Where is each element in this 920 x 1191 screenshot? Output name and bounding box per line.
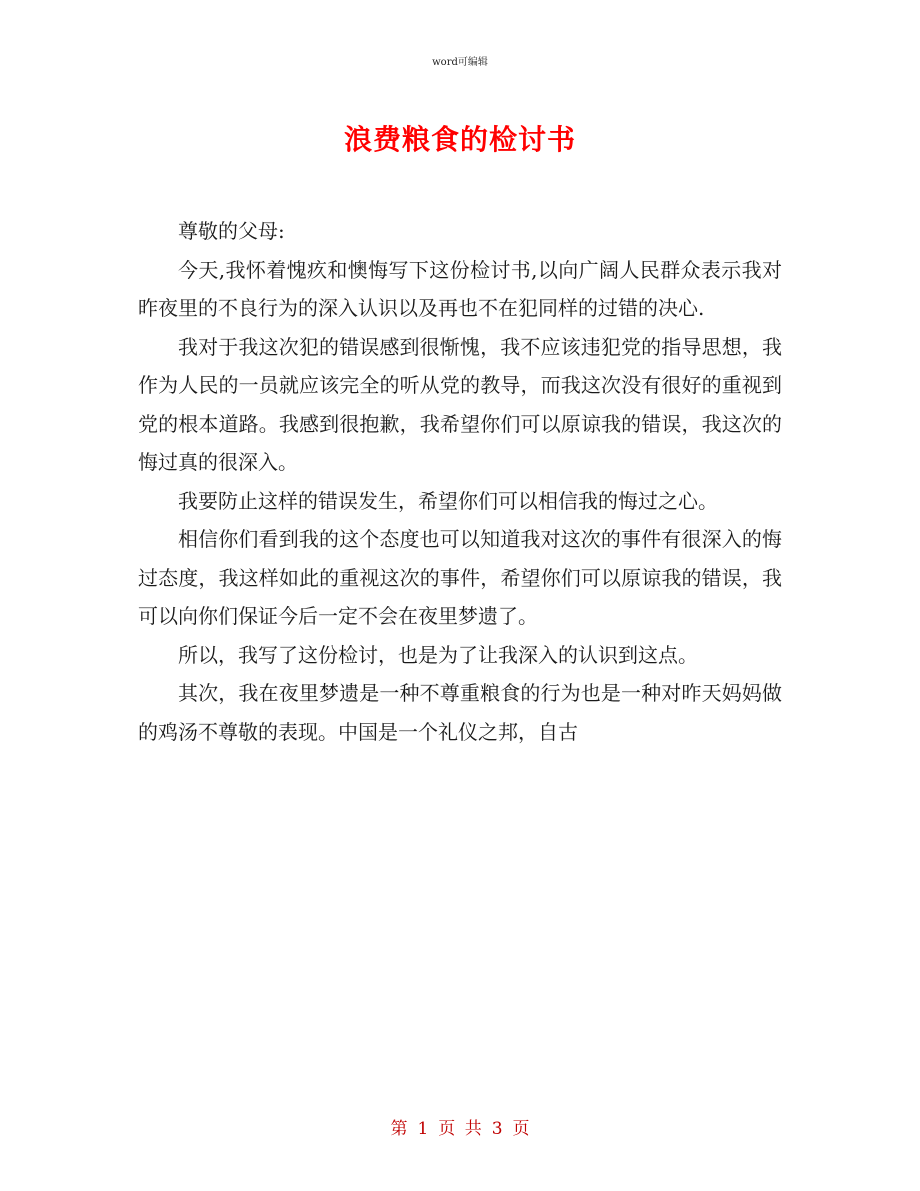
paragraph: 其次，我在夜里梦遗是一种不尊重粮食的行为也是一种对昨天妈妈做的鸡汤不尊敬的表现。中国是一个礼仪之邦，自古 xyxy=(138,681,782,744)
document-title: 浪费粮食的检讨书 xyxy=(343,123,576,156)
salutation: 尊敬的父母: xyxy=(178,219,285,243)
page-mid: 页 共 xyxy=(438,1119,482,1139)
page-total: 3 xyxy=(491,1119,503,1139)
paragraph: 我要防止这样的错误发生，希望你们可以相信我的悔过之心。 xyxy=(178,488,718,513)
paragraph: 我对于我这次犯的错误感到很惭愧，我不应该违犯党的指导思想，我作为人民的一员就应该完全的听从党的教导，而我这次没有很好的重视到党的根本道路。我感到很抱歉，我希望你们可以原谅我的错误，我这次的悔过真的很深入。 xyxy=(138,334,782,474)
page-prefix: 第 xyxy=(390,1119,408,1139)
page-number-footer xyxy=(0,1114,920,1139)
document-body xyxy=(138,212,782,751)
paragraph: 相信你们看到我的这个态度也可以知道我对这次的事件有很深入的悔过态度，我这样如此的重视这次的事件，希望你们可以原谅我的错误，我可以向你们保证今后一定不会在夜里梦遗了。 xyxy=(138,527,782,628)
page-suffix: 页 xyxy=(512,1119,530,1139)
page-current: 1 xyxy=(417,1119,429,1139)
header-note: word可编辑 xyxy=(432,57,488,68)
paragraph: 今天,我怀着愧疚和懊悔写下这份检讨书,以向广阔人民群众表示我对昨夜里的不良行为的深入认识以及再也不在犯同样的过错的决心. xyxy=(138,257,782,320)
paragraph: 所以，我写了这份检讨，也是为了让我深入的认识到这点。 xyxy=(178,642,698,667)
